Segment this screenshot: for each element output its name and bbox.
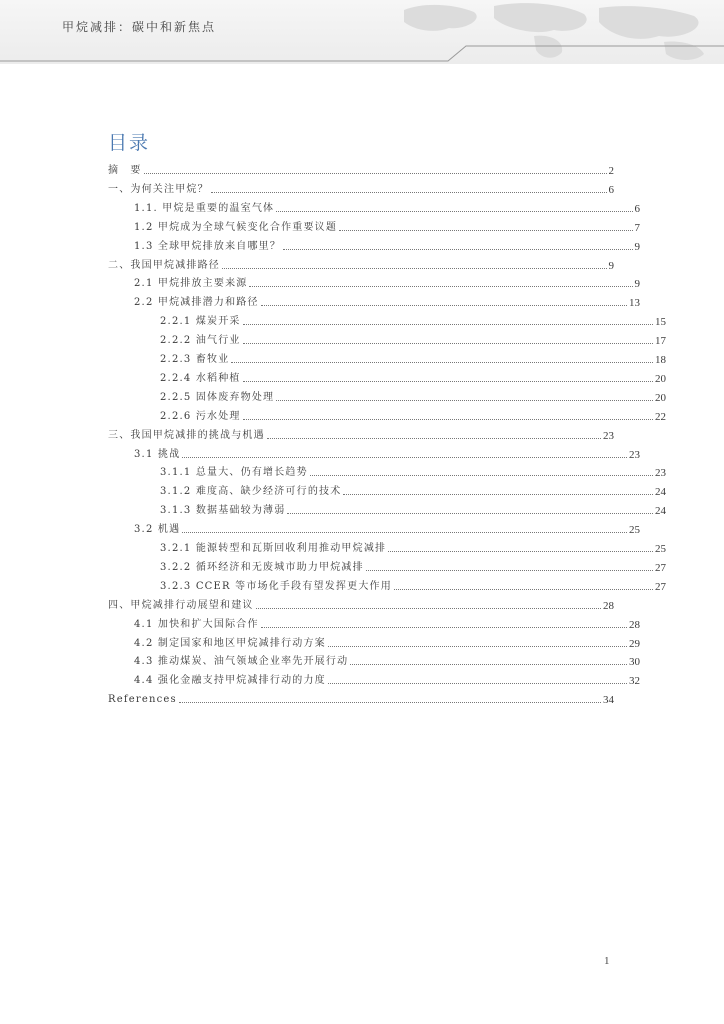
toc-entry-label: 1.3 全球甲烷排放来自哪里？ (134, 240, 282, 252)
toc-entry-label: 2.2.6 污水处理 (160, 410, 241, 422)
toc-entry-page: 18 (655, 354, 666, 366)
toc-entry-page: 2 (608, 165, 614, 177)
toc-entry-page: 27 (655, 580, 666, 593)
toc-entry-page: 29 (629, 637, 640, 650)
toc-leader-dots (328, 646, 627, 647)
toc-entry-page: 22 (655, 410, 666, 423)
toc-entry-page: 15 (655, 316, 666, 329)
toc-entry[interactable] (108, 424, 614, 442)
toc-entry[interactable] (108, 443, 640, 461)
toc-leader-dots (243, 324, 653, 325)
toc-entry-page: 6 (608, 183, 614, 196)
toc-entry-label: 2.2.3 畜牧业 (160, 354, 230, 365)
toc-leader-dots (249, 286, 632, 287)
toc-entry[interactable] (108, 461, 666, 479)
page-number: 1 (604, 955, 610, 967)
toc-entry-page: 28 (629, 618, 640, 631)
toc-entry-page: 20 (655, 372, 666, 385)
toc-entry-label: References (108, 694, 177, 706)
toc-entry[interactable] (108, 216, 640, 234)
toc-entry-page: 34 (603, 694, 614, 707)
toc-entry-page: 25 (655, 543, 666, 555)
toc-entry-page: 17 (655, 335, 666, 348)
toc-entry-label: 2.2.1 煤炭开采 (160, 316, 241, 328)
toc-entry[interactable] (108, 367, 666, 385)
toc-entry[interactable] (108, 669, 640, 687)
toc-leader-dots (276, 211, 632, 212)
toc-entry-label: 3.1.3 数据基础较为薄弱 (160, 505, 286, 517)
toc-entry-page: 9 (634, 240, 640, 253)
toc-entry-label: 2.2.5 固体废弃物处理 (160, 391, 275, 403)
toc-entry[interactable] (108, 499, 666, 517)
toc-entry[interactable] (108, 556, 666, 574)
toc-leader-dots (256, 608, 601, 609)
toc-entry[interactable] (108, 480, 666, 498)
toc-leader-dots (394, 589, 653, 590)
toc-entry-page: 32 (629, 675, 640, 688)
toc-entry-page: 13 (629, 297, 640, 310)
toc-entry[interactable] (108, 254, 614, 272)
toc-entry-page: 28 (603, 599, 614, 612)
toc-entry[interactable] (108, 650, 640, 668)
toc-entry-page: 9 (634, 278, 640, 291)
toc-leader-dots (339, 230, 632, 231)
toc-entry-label: 4.3 推动煤炭、油气领域企业率先开展行动 (134, 656, 349, 668)
toc-entry-page: 7 (634, 221, 640, 234)
toc-entry-label: 1.1. 甲烷是重要的温室气体 (134, 202, 275, 214)
toc-leader-dots (350, 664, 627, 665)
toc-entry-label: 3.1.2 难度高、缺少经济可行的技术 (160, 486, 342, 498)
toc-heading: 目录 (108, 132, 151, 154)
toc-entry-page: 6 (634, 202, 640, 215)
page-header (0, 0, 724, 64)
toc-entry-label: 2.2.4 水稻种植 (160, 372, 241, 384)
toc-entry[interactable] (108, 518, 640, 536)
toc-entry-page: 23 (629, 448, 640, 461)
toc-entry-label: 3.2.3 CCER 等市场化手段有望发挥更大作用 (160, 580, 392, 592)
toc-entry[interactable] (108, 197, 640, 215)
toc-leader-dots (182, 532, 627, 533)
toc-entry[interactable] (108, 291, 640, 309)
toc-entry[interactable] (108, 272, 640, 290)
toc-leader-dots (182, 457, 627, 458)
toc-leader-dots (243, 419, 653, 420)
toc-entry[interactable] (108, 613, 640, 631)
toc-entry-label: 3.2.2 循环经济和无废城市助力甲烷减排 (160, 561, 364, 573)
toc-entry[interactable] (108, 688, 614, 706)
toc-entry[interactable] (108, 405, 666, 423)
toc-leader-dots (222, 268, 607, 269)
toc-leader-dots (179, 702, 601, 703)
toc-entry-label: 3.1.1 总量大、仍有增长趋势 (160, 467, 308, 479)
toc-entry[interactable] (108, 348, 666, 366)
header-divider (0, 0, 724, 64)
toc-entry-page: 23 (603, 429, 614, 442)
toc-leader-dots (328, 683, 627, 684)
toc-entry-page: 9 (608, 259, 614, 272)
toc-entry[interactable] (108, 159, 614, 177)
toc-entry-label: 2.1 甲烷排放主要来源 (134, 278, 248, 290)
toc-entry-label: 4.1 加快和扩大国际合作 (134, 618, 259, 630)
toc-entry-page: 30 (629, 656, 640, 669)
toc-entry[interactable] (108, 235, 640, 253)
toc-leader-dots (343, 494, 653, 495)
toc-leader-dots (267, 438, 601, 439)
toc-entry[interactable] (108, 537, 666, 555)
toc-leader-dots (243, 381, 653, 382)
toc-entry-label: 3.1 挑战 (134, 448, 181, 460)
toc-leader-dots (276, 400, 653, 401)
toc-leader-dots (144, 173, 607, 174)
toc-entry-page: 24 (655, 486, 666, 499)
toc-leader-dots (310, 475, 653, 476)
toc-entry-page: 25 (629, 524, 640, 537)
toc-entry[interactable] (108, 178, 614, 196)
toc-leader-dots (366, 570, 653, 571)
header-title: 甲烷减排：碳中和新焦点 (62, 20, 217, 34)
toc-entry[interactable] (108, 632, 640, 650)
toc-entry-label: 4.2 制定国家和地区甲烷减排行动方案 (134, 637, 326, 649)
toc-entry[interactable] (108, 329, 666, 347)
toc-leader-dots (243, 343, 653, 344)
toc-leader-dots (261, 627, 627, 628)
toc-entry-page: 27 (655, 561, 666, 574)
toc-entry-label: 1.2 甲烷成为全球气候变化合作重要议题 (134, 221, 338, 233)
toc-leader-dots (287, 513, 653, 514)
toc-entry-label: 一、为何关注甲烷？ (108, 183, 209, 195)
toc-leader-dots (388, 551, 653, 552)
toc-entry-label: 2.2.2 油气行业 (160, 335, 241, 347)
toc-leader-dots (211, 192, 607, 193)
toc-entry[interactable] (108, 575, 666, 593)
toc-leader-dots (283, 249, 632, 250)
toc-entry[interactable] (108, 310, 666, 328)
toc-entry-label: 摘 要 (108, 165, 142, 176)
toc-entry[interactable] (108, 594, 614, 612)
toc-entry-label: 3.2.1 能源转型和瓦斯回收利用推动甲烷减排 (160, 543, 387, 554)
toc-entry-page: 23 (655, 467, 666, 480)
toc-entry-label: 3.2 机遇 (134, 524, 181, 536)
toc-entry-label: 二、我国甲烷减排路径 (108, 259, 220, 271)
toc-leader-dots (231, 362, 653, 363)
toc-entry-page: 24 (655, 505, 666, 518)
toc-entry-label: 2.2 甲烷减排潜力和路径 (134, 297, 259, 309)
toc-entry-page: 20 (655, 391, 666, 404)
toc-entry-label: 4.4 强化金融支持甲烷减排行动的力度 (134, 675, 326, 687)
toc-entry-label: 四、甲烷减排行动展望和建议 (108, 599, 254, 611)
toc-entry-label: 三、我国甲烷减排的挑战与机遇 (108, 429, 265, 441)
toc-entry[interactable] (108, 386, 666, 404)
toc-leader-dots (261, 305, 627, 306)
